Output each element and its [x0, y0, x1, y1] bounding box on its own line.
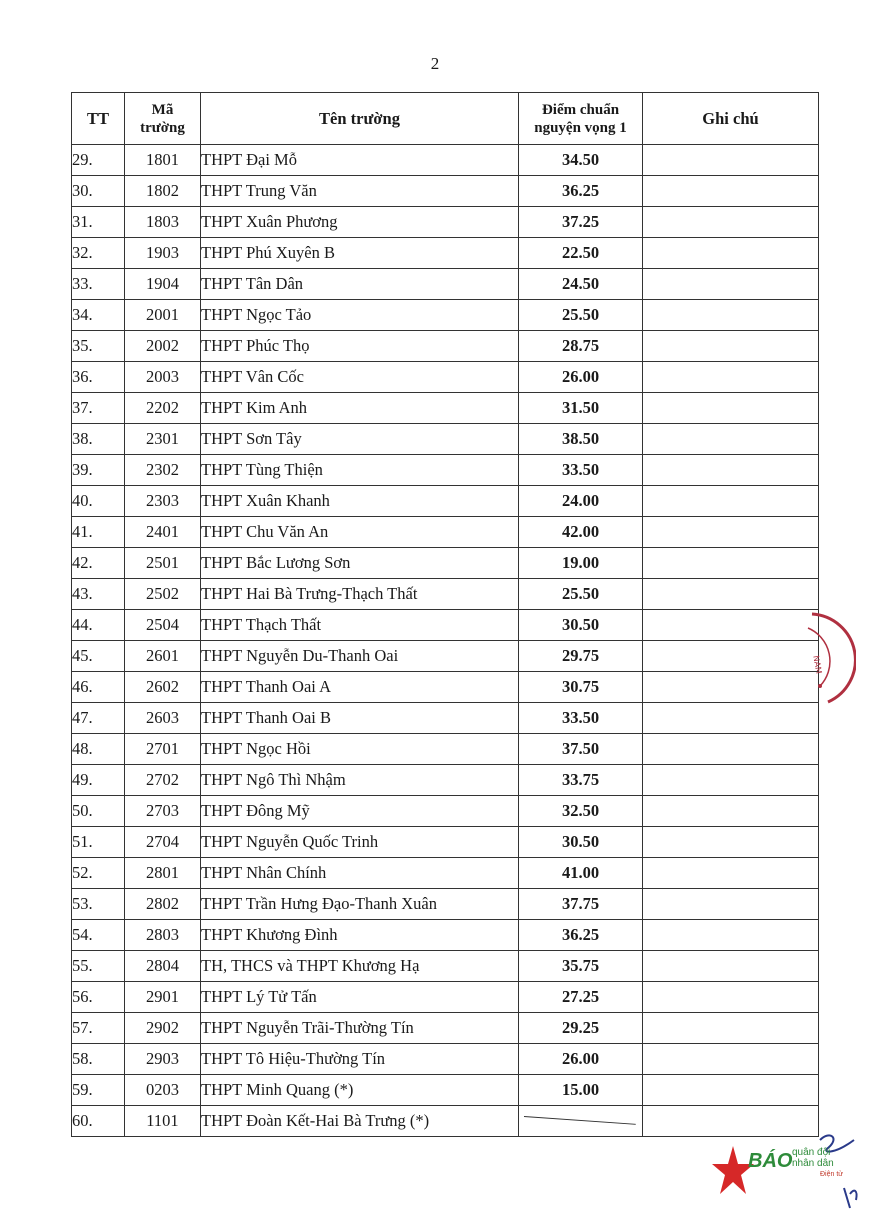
row-diem-chuan: 33.50: [519, 703, 643, 734]
stamp-text: NAM: [811, 654, 824, 675]
row-ten-truong: THPT Ngọc Tảo: [201, 300, 519, 331]
row-tt: 59.: [72, 1075, 125, 1106]
row-ten-truong: THPT Đoàn Kết-Hai Bà Trưng (*): [201, 1106, 519, 1137]
table-row: [72, 951, 819, 982]
row-ghi-chu: [643, 672, 819, 703]
row-ten-truong: THPT Chu Văn An: [201, 517, 519, 548]
row-ghi-chu: [643, 920, 819, 951]
row-diem-chuan: 26.00: [519, 362, 643, 393]
row-ghi-chu: [643, 517, 819, 548]
row-ma-truong: 2501: [125, 548, 201, 579]
row-ten-truong: THPT Ngọc Hồi: [201, 734, 519, 765]
row-tt: 56.: [72, 982, 125, 1013]
table-row: [72, 455, 819, 486]
table-row: [72, 827, 819, 858]
row-ghi-chu: [643, 1075, 819, 1106]
table-row: [72, 734, 819, 765]
row-ghi-chu: [643, 548, 819, 579]
logo-line2: nhân dân: [792, 1158, 834, 1169]
row-ma-truong: 2301: [125, 424, 201, 455]
row-ghi-chu: [643, 610, 819, 641]
row-diem-chuan: 33.75: [519, 765, 643, 796]
row-diem-chuan: 29.25: [519, 1013, 643, 1044]
row-ma-truong: 2902: [125, 1013, 201, 1044]
row-diem-chuan: 30.50: [519, 827, 643, 858]
table-row: [72, 1013, 819, 1044]
row-ten-truong: THPT Nguyễn Quốc Trinh: [201, 827, 519, 858]
admission-score-table: [71, 92, 819, 1137]
table-row: [72, 176, 819, 207]
table-row: [72, 982, 819, 1013]
row-ma-truong: 2801: [125, 858, 201, 889]
row-ma-truong: 2903: [125, 1044, 201, 1075]
table-row: [72, 517, 819, 548]
table-row: [72, 207, 819, 238]
row-diem-chuan: 37.75: [519, 889, 643, 920]
row-ghi-chu: [643, 889, 819, 920]
logo-brand: BÁO: [748, 1150, 793, 1172]
row-ma-truong: 2701: [125, 734, 201, 765]
row-ghi-chu: [643, 1106, 819, 1137]
row-diem-chuan: 32.50: [519, 796, 643, 827]
row-tt: 32.: [72, 238, 125, 269]
row-tt: 31.: [72, 207, 125, 238]
row-tt: 57.: [72, 1013, 125, 1044]
row-diem-chuan: 35.75: [519, 951, 643, 982]
row-tt: 36.: [72, 362, 125, 393]
row-ghi-chu: [643, 269, 819, 300]
row-diem-chuan: 24.00: [519, 486, 643, 517]
row-ghi-chu: [643, 300, 819, 331]
row-diem-chuan: 22.50: [519, 238, 643, 269]
row-ma-truong: 2601: [125, 641, 201, 672]
row-ma-truong: 2901: [125, 982, 201, 1013]
row-ma-truong: 1803: [125, 207, 201, 238]
row-tt: 46.: [72, 672, 125, 703]
row-ma-truong: 2802: [125, 889, 201, 920]
red-seal-stamp: [806, 608, 856, 708]
row-diem-chuan: 37.25: [519, 207, 643, 238]
row-diem-chuan: 41.00: [519, 858, 643, 889]
row-ma-truong: 0203: [125, 1075, 201, 1106]
row-ghi-chu: [643, 796, 819, 827]
row-tt: 34.: [72, 300, 125, 331]
row-ma-truong: 2803: [125, 920, 201, 951]
table-row: [72, 486, 819, 517]
table-row: [72, 1075, 819, 1106]
row-ghi-chu: [643, 641, 819, 672]
row-ma-truong: 1101: [125, 1106, 201, 1137]
row-tt: 41.: [72, 517, 125, 548]
row-diem-chuan: 31.50: [519, 393, 643, 424]
logo-line1: quân đội: [792, 1147, 831, 1158]
table-row: [72, 703, 819, 734]
row-ma-truong: 2003: [125, 362, 201, 393]
row-ghi-chu: [643, 858, 819, 889]
row-tt: 33.: [72, 269, 125, 300]
table-row: [72, 238, 819, 269]
row-ghi-chu: [643, 455, 819, 486]
row-tt: 30.: [72, 176, 125, 207]
row-tt: 53.: [72, 889, 125, 920]
row-diem-chuan: 29.75: [519, 641, 643, 672]
row-tt: 55.: [72, 951, 125, 982]
row-ghi-chu: [643, 734, 819, 765]
row-ghi-chu: [643, 393, 819, 424]
row-diem-chuan: 26.00: [519, 1044, 643, 1075]
row-tt: 42.: [72, 548, 125, 579]
row-ten-truong: TH, THCS và THPT Khương Hạ: [201, 951, 519, 982]
table-row: [72, 145, 819, 176]
row-ma-truong: 2603: [125, 703, 201, 734]
row-diem-chuan: 25.50: [519, 579, 643, 610]
row-ma-truong: 1903: [125, 238, 201, 269]
row-diem-chuan: 38.50: [519, 424, 643, 455]
row-ghi-chu: [643, 703, 819, 734]
row-ten-truong: THPT Thanh Oai B: [201, 703, 519, 734]
row-ma-truong: 2202: [125, 393, 201, 424]
table-row: [72, 269, 819, 300]
row-ten-truong: THPT Trần Hưng Đạo-Thanh Xuân: [201, 889, 519, 920]
row-ma-truong: 2401: [125, 517, 201, 548]
row-diem-chuan: 28.75: [519, 331, 643, 362]
row-tt: 40.: [72, 486, 125, 517]
row-ma-truong: 1802: [125, 176, 201, 207]
table-row: [72, 858, 819, 889]
table-row: [72, 300, 819, 331]
table-row: [72, 765, 819, 796]
row-ten-truong: THPT Ngô Thì Nhậm: [201, 765, 519, 796]
row-ten-truong: THPT Kim Anh: [201, 393, 519, 424]
row-diem-chuan: 15.00: [519, 1075, 643, 1106]
row-ghi-chu: [643, 1044, 819, 1075]
header-ma-truong: Mã trường: [125, 93, 201, 145]
row-ghi-chu: [643, 951, 819, 982]
table-row: [72, 548, 819, 579]
table-row: [72, 362, 819, 393]
row-tt: 47.: [72, 703, 125, 734]
row-diem-chuan: 42.00: [519, 517, 643, 548]
row-diem-chuan: 33.50: [519, 455, 643, 486]
page-number: 2: [430, 54, 440, 73]
row-tt: 58.: [72, 1044, 125, 1075]
row-tt: 51.: [72, 827, 125, 858]
row-diem-chuan: 30.50: [519, 610, 643, 641]
row-ma-truong: 2302: [125, 455, 201, 486]
row-tt: 38.: [72, 424, 125, 455]
row-ten-truong: THPT Thạch Thất: [201, 610, 519, 641]
row-ma-truong: 2602: [125, 672, 201, 703]
row-tt: 54.: [72, 920, 125, 951]
row-ma-truong: 2504: [125, 610, 201, 641]
table-header-row: [72, 93, 819, 145]
row-ma-truong: 1904: [125, 269, 201, 300]
header-tt: TT: [72, 93, 125, 145]
table-row: [72, 393, 819, 424]
row-tt: 37.: [72, 393, 125, 424]
row-ma-truong: 2502: [125, 579, 201, 610]
row-ghi-chu: [643, 176, 819, 207]
row-ma-truong: 2704: [125, 827, 201, 858]
row-ghi-chu: [643, 827, 819, 858]
header-ten-truong: Tên trường: [201, 93, 519, 145]
row-tt: 49.: [72, 765, 125, 796]
row-tt: 45.: [72, 641, 125, 672]
row-ghi-chu: [643, 145, 819, 176]
row-tt: 35.: [72, 331, 125, 362]
row-diem-chuan: 24.50: [519, 269, 643, 300]
table-row: [72, 641, 819, 672]
row-diem-chuan: 37.50: [519, 734, 643, 765]
row-ghi-chu: [643, 1013, 819, 1044]
row-ten-truong: THPT Trung Văn: [201, 176, 519, 207]
row-ten-truong: THPT Phú Xuyên B: [201, 238, 519, 269]
table-row: [72, 610, 819, 641]
row-tt: 39.: [72, 455, 125, 486]
newspaper-logo: [712, 1140, 862, 1202]
header-diem-chuan: Điểm chuẩn nguyện vọng 1: [519, 93, 643, 145]
row-ghi-chu: [643, 331, 819, 362]
row-ghi-chu: [643, 424, 819, 455]
row-ghi-chu: [643, 579, 819, 610]
header-ghi-chu: Ghi chú: [643, 93, 819, 145]
row-ghi-chu: [643, 362, 819, 393]
row-ten-truong: THPT Đông Mỹ: [201, 796, 519, 827]
row-ma-truong: 2703: [125, 796, 201, 827]
row-diem-chuan: 27.25: [519, 982, 643, 1013]
table-body: [72, 145, 819, 1137]
table-row: [72, 672, 819, 703]
row-ghi-chu: [643, 982, 819, 1013]
row-diem-chuan: 34.50: [519, 145, 643, 176]
row-ten-truong: THPT Sơn Tây: [201, 424, 519, 455]
row-diem-chuan: 30.75: [519, 672, 643, 703]
row-ma-truong: 2001: [125, 300, 201, 331]
row-ghi-chu: [643, 765, 819, 796]
row-ma-truong: 1801: [125, 145, 201, 176]
row-ten-truong: THPT Nhân Chính: [201, 858, 519, 889]
row-diem-chuan: 36.25: [519, 176, 643, 207]
table-row: [72, 579, 819, 610]
row-ten-truong: THPT Thanh Oai A: [201, 672, 519, 703]
row-ten-truong: THPT Tùng Thiện: [201, 455, 519, 486]
row-diem-chuan: 25.50: [519, 300, 643, 331]
row-ten-truong: THPT Xuân Phương: [201, 207, 519, 238]
table-row: [72, 1106, 819, 1137]
table-row: [72, 1044, 819, 1075]
row-ghi-chu: [643, 238, 819, 269]
row-diem-chuan: 36.25: [519, 920, 643, 951]
row-ten-truong: THPT Tân Dân: [201, 269, 519, 300]
row-ten-truong: THPT Nguyễn Du-Thanh Oai: [201, 641, 519, 672]
row-ten-truong: THPT Xuân Khanh: [201, 486, 519, 517]
row-tt: 52.: [72, 858, 125, 889]
row-ten-truong: THPT Hai Bà Trưng-Thạch Thất: [201, 579, 519, 610]
row-ma-truong: 2804: [125, 951, 201, 982]
row-ghi-chu: [643, 486, 819, 517]
row-ghi-chu: [643, 207, 819, 238]
row-tt: 60.: [72, 1106, 125, 1137]
row-tt: 48.: [72, 734, 125, 765]
row-ten-truong: THPT Khương Đình: [201, 920, 519, 951]
table-row: [72, 889, 819, 920]
table-row: [72, 331, 819, 362]
row-ma-truong: 2702: [125, 765, 201, 796]
row-ten-truong: THPT Lý Tử Tấn: [201, 982, 519, 1013]
row-ten-truong: THPT Bắc Lương Sơn: [201, 548, 519, 579]
row-tt: 43.: [72, 579, 125, 610]
row-ma-truong: 2303: [125, 486, 201, 517]
row-tt: 29.: [72, 145, 125, 176]
row-ma-truong: 2002: [125, 331, 201, 362]
row-ten-truong: THPT Phúc Thọ: [201, 331, 519, 362]
table-row: [72, 920, 819, 951]
row-ten-truong: THPT Vân Cốc: [201, 362, 519, 393]
row-ten-truong: THPT Đại Mỗ: [201, 145, 519, 176]
table-row: [72, 424, 819, 455]
row-ten-truong: THPT Minh Quang (*): [201, 1075, 519, 1106]
row-tt: 44.: [72, 610, 125, 641]
row-diem-chuan: 19.00: [519, 548, 643, 579]
logo-line3: Điện tử: [820, 1171, 843, 1178]
row-ten-truong: THPT Nguyễn Trãi-Thường Tín: [201, 1013, 519, 1044]
row-ten-truong: THPT Tô Hiệu-Thường Tín: [201, 1044, 519, 1075]
row-tt: 50.: [72, 796, 125, 827]
table-row: [72, 796, 819, 827]
